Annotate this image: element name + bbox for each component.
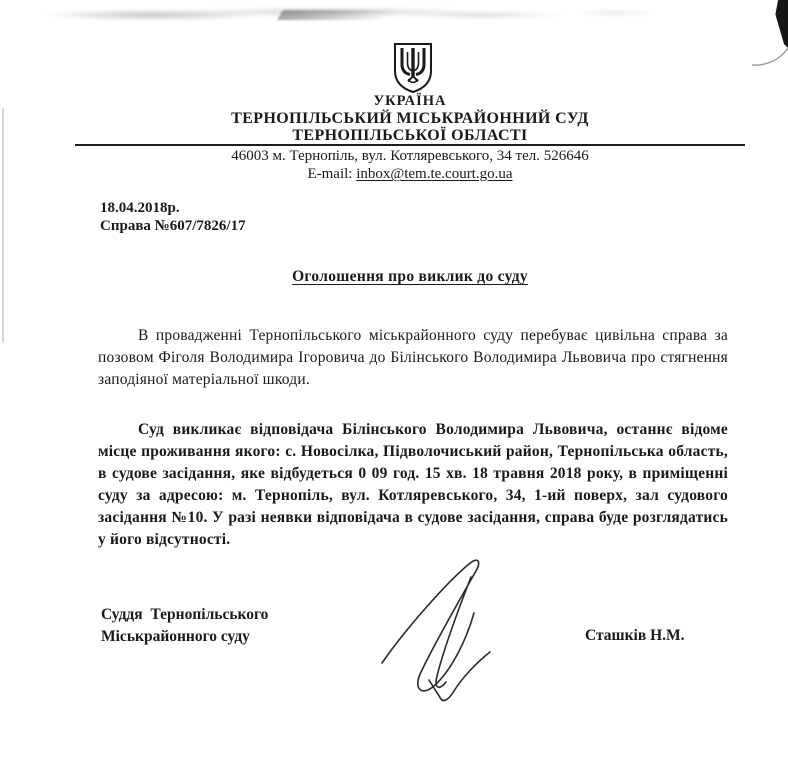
court-name-line2: ТЕРНОПІЛЬСЬКОЇ ОБЛАСТІ: [292, 127, 528, 144]
document-date: 18.04.2018р.: [100, 200, 180, 216]
country-name: УКРАЇНА: [373, 93, 447, 109]
judge-title-line2: Міськрайонного суду: [101, 628, 250, 645]
document-title: Оголошення про виклик до суду: [292, 268, 528, 285]
court-email-line: [30, 166, 788, 183]
scan-corner-fold-mark: [770, 0, 788, 48]
email-address: inbox@tem.te.court.go.ua: [356, 166, 513, 182]
body-paragraph-1: В провадженні Тернопільського міськрайонного суду перебуває цивільна справа за позовом Фіголя Володимира Ігоровича до Білінського Володимира Львовича про стягнення заподіяної матеріальної шкоди.: [98, 326, 728, 388]
court-name-line1: ТЕРНОПІЛЬСЬКИЙ МІСЬКРАЙОННИЙ СУД: [231, 110, 589, 127]
judge-name: Сташків Н.М.: [585, 627, 685, 644]
scan-edge-line: [2, 108, 4, 343]
case-number: Справа №607/7826/17: [100, 218, 246, 234]
court-address: 46003 м. Тернопіль, вул. Котляревського, 34 тел. 526646: [231, 148, 589, 164]
ukraine-trident-icon: [391, 43, 435, 93]
email-label: E-mail:: [307, 166, 357, 182]
header-divider-rule: [75, 144, 745, 146]
judge-title: [101, 604, 268, 648]
scan-corner-curl-line: [744, 44, 788, 70]
handwritten-signature-icon: [372, 551, 512, 709]
body-paragraph-2: Суд викликає відповідача Білінського Володимира Львовича, останнє відоме місце проживання якого: с. Новосілка, Підволочиський район, Тернопільська область, в судове засідання, яке відбудеться 0 09 год. 15 хв. 18 травня 2018 року, в приміщенні суду за адресою: м. Тернопіль, вул. Котляревського, 34, 1-ий поверх, зал судового засідання №10. У разі неявки відповідача в судове засідання, справа буде розглядатись у його відсутності.: [98, 420, 728, 548]
scan-smudge-streak: [277, 10, 393, 20]
judge-title-line1: Суддя Тернопільського: [101, 606, 269, 623]
